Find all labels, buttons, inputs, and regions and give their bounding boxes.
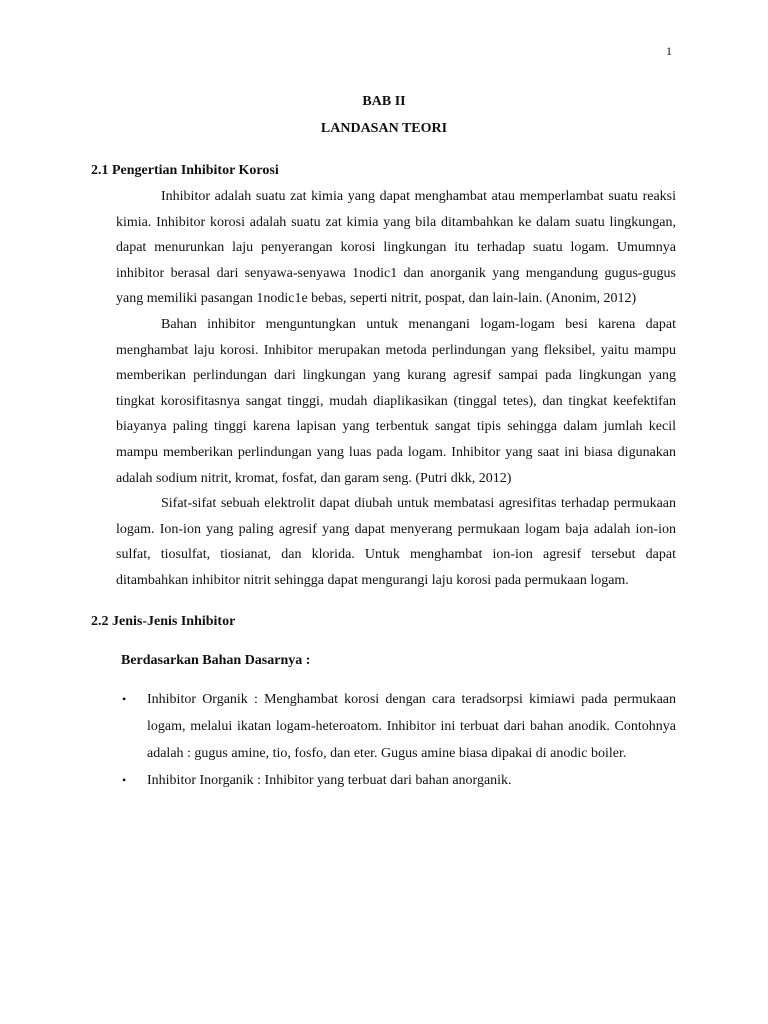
paragraph: Inhibitor adalah suatu zat kimia yang dapat menghambat atau memperlambat suatu reaksi kimia. Inhibitor korosi adalah suatu zat kimia yang bila ditambahkan ke dalam suatu lingkungan, dapat menurunkan laju penyerangan korosi lingkungan itu terhadap suatu logam. Umumnya inhibitor berasal dari senyawa-senyawa 1nodic1 dan anorganik yang mengandung gugus-gugus yang memiliki pasangan 1nodic1e bebas, seperti nitrit, pospat, dan lain-lain. (Anonim, 2012): [116, 189, 676, 307]
paragraph: Sifat-sifat sebuah elektrolit dapat diubah untuk membatasi agresifitas terhadap permukaan logam. Ion-ion yang paling agresif yang dapat menyerang permukaan logam baja adalah ion-ion sulfat, tiosulfat, tiosianat, dan klorida. Untuk menghambat ion-ion agresif tersebut dapat ditambahkan inhibitor nitrit sehingga dapat mengurangi laju korosi pada permukaan logam.: [116, 496, 676, 588]
section-jenis: [91, 609, 676, 794]
chapter-label: BAB II: [362, 94, 406, 109]
bullet-icon: •: [122, 772, 127, 787]
list-item-text: Inhibitor Organik : Menghambat korosi dengan cara teradsorpsi kimiawi pada permukaan logam, melalui ikatan logam-heteroatom. Inhibitor ini terbuat dari bahan anodik. Contohnya adalah : gugus amine, tio, fosfo, dan eter. Gugus amine biasa dipakai di anodic boiler.: [147, 691, 676, 761]
document-body: [91, 158, 676, 794]
list-item: [91, 686, 676, 767]
section-pengertian: [91, 158, 676, 594]
list-item-text: Inhibitor Inorganik : Inhibitor yang terbuat dari bahan anorganik.: [147, 772, 512, 788]
chapter-title: LANDASAN TEORI: [320, 121, 448, 136]
section-body: [116, 184, 676, 594]
section-heading: 2.2 Jenis-Jenis Inhibitor: [91, 613, 236, 629]
page-number: 1: [666, 44, 672, 58]
chapter-header: [0, 88, 768, 142]
section-heading: 2.1 Pengertian Inhibitor Korosi: [91, 163, 279, 178]
bullet-icon: •: [122, 691, 127, 706]
list-item: [91, 767, 676, 794]
paragraph: Bahan inhibitor menguntungkan untuk menangani logam-logam besi karena dapat menghambat laju korosi. Inhibitor merupakan metoda perlindungan yang fleksibel, yaitu mampu memberikan perlindungan dari lingkungan yang kurang agresif sampai pada lingkungan yang tingkat korosifitasnya sangat tinggi, mudah diaplikasikan (tinggal tetes), dan tingkat keefektifan biayanya paling tinggi karena lapisan yang terbentuk sangat tipis sehingga dalam jumlah kecil mampu memberikan perlindungan yang luas pada logam. Inhibitor yang saat ini biasa digunakan adalah sodium nitrit, kromat, fosfat, dan garam seng. (Putri dkk, 2012): [116, 316, 676, 486]
subsection-heading: Berdasarkan Bahan Dasarnya :: [121, 652, 311, 668]
bullet-list: [91, 686, 676, 794]
